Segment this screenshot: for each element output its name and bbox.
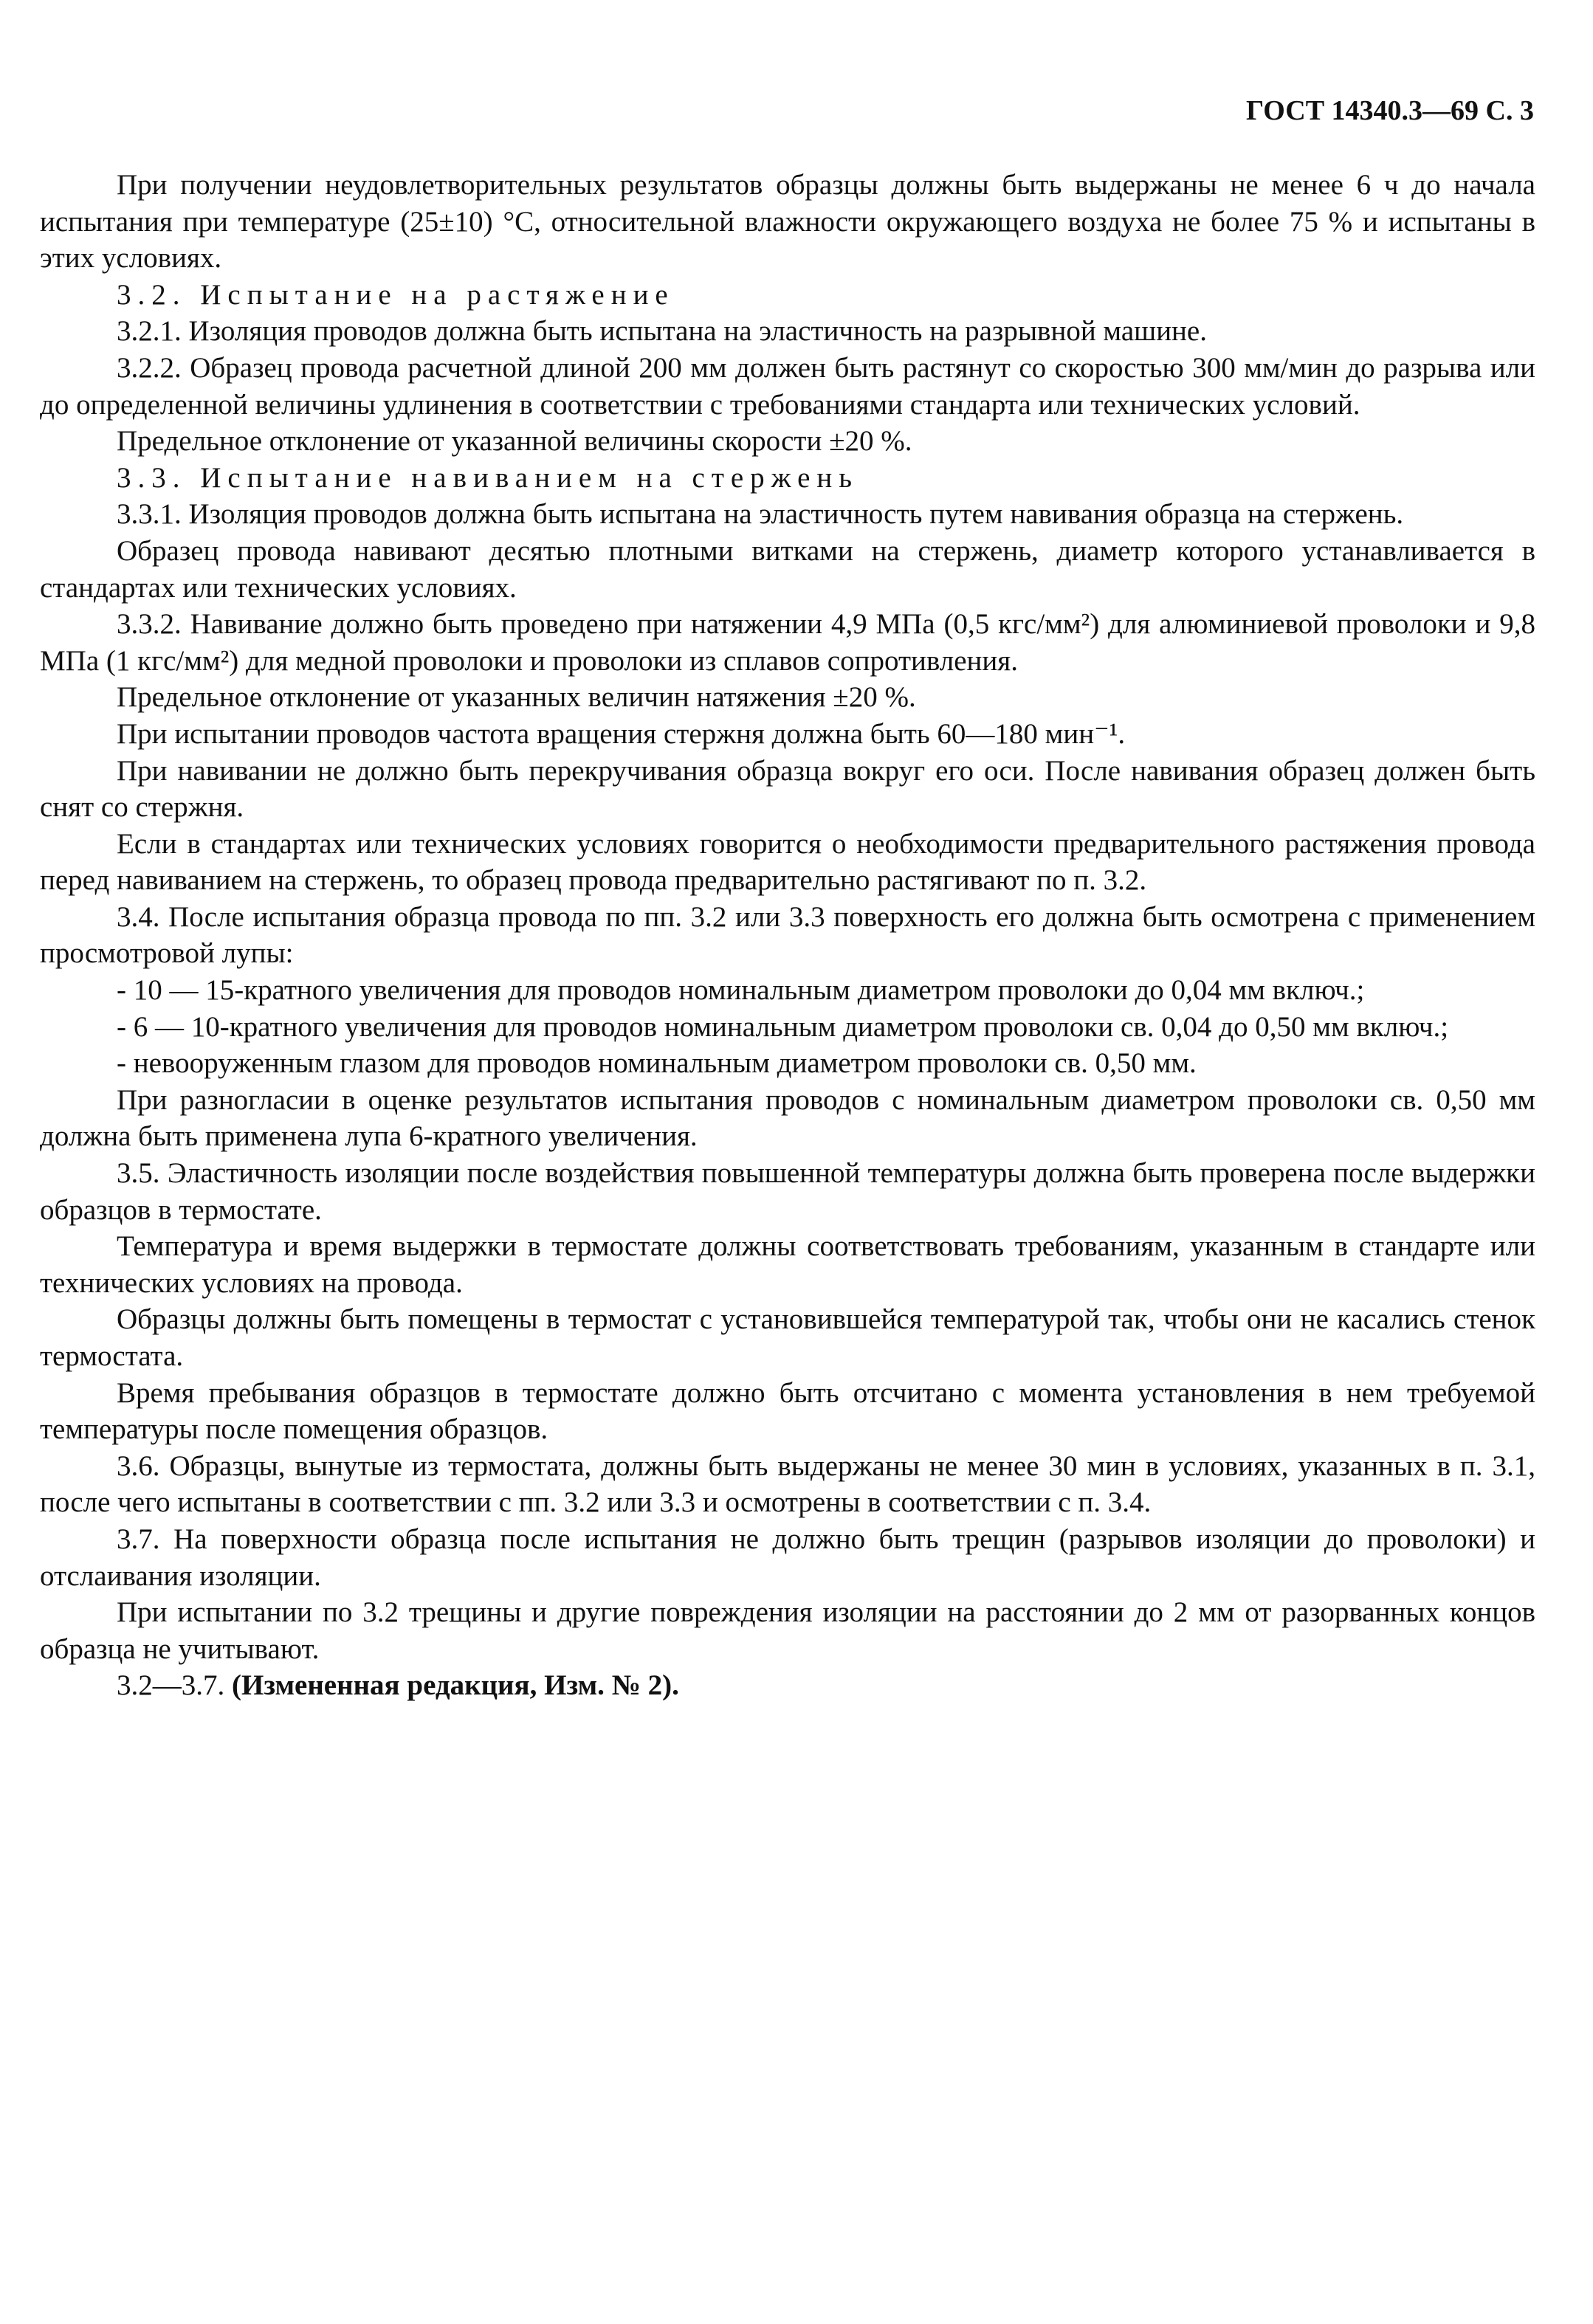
amendment-note [40, 1667, 1535, 1704]
page-header: ГОСТ 14340.3—69 С. 3 [1246, 95, 1534, 126]
paragraph-3-4: 3.4. После испытания образца провода по пп. 3.2 или 3.3 поверхность его должна быть осмотрена с применением просмотровой лупы: [40, 900, 1535, 970]
paragraph-winding: Образец провода навивают десятью плотными витками на стержень, диаметр которого устанавливается в стандартах или технических условиях. [40, 534, 1535, 604]
paragraph-rotation-frequency: При испытании проводов частота вращения стержня должна быть 60—180 мин⁻¹. [117, 717, 1126, 750]
section-3-2-title: 3.2. Испытание на растяжение [117, 278, 675, 311]
paragraph-thermostat-requirements: Температура и время выдержки в термостате должны соответствовать требованиям, указанным в стандарте или технических условиях на провода. [40, 1230, 1535, 1299]
paragraph-disagreement: При разногласии в оценке результатов испытания проводов с номинальным диаметром проволоки св. 0,50 мм должна быть применена лупа 6-кратного увеличения. [40, 1083, 1535, 1153]
section-3-3-title: 3.3. Испытание навиванием на стержень [117, 461, 859, 494]
paragraph-speed-tolerance: Предельное отклонение от указанной величины скорости ±20 %. [117, 425, 912, 458]
paragraph-3-5: 3.5. Эластичность изоляции после воздействия повышенной температуры должна быть проверена после выдержки образцов в термостате. [40, 1157, 1535, 1226]
paragraph-3-2-2: 3.2.2. Образец провода расчетной длиной 200 мм должен быть растянут со скоростью 300 мм/мин до разрыва или до определенной величины удлинения в соответствии с требованиями стандарта или технических условий. [40, 351, 1535, 421]
paragraph-3-6: 3.6. Образцы, вынутые из термостата, должны быть выдержаны не менее 30 мин в условиях, указанных в п. 3.1, после чего испытаны в соответствии с пп. 3.2 или 3.3 и осмотрены в соответствии с п. 3.4. [40, 1449, 1535, 1519]
list-item-magnification-1: - 10 — 15-кратного увеличения для проводов номинальным диаметром проволоки до 0,04 мм включ.; [117, 974, 1365, 1007]
paragraph-thermostat-placement: Образцы должны быть помещены в термостат с установившейся температурой так, чтобы они не касались стенок термостата. [40, 1303, 1535, 1372]
paragraph-3-2-1: 3.2.1. Изоляция проводов должна быть испытана на эластичность на разрывной машине. [117, 315, 1207, 348]
document-body [40, 167, 1535, 1704]
amendment-text: (Измененная редакция, Изм. № 2). [232, 1669, 679, 1702]
paragraph-3-3-2: 3.3.2. Навивание должно быть проведено при натяжении 4,9 МПа (0,5 кгс/мм²) для алюминиевой проволоки и 9,8 МПа (1 кгс/мм²) для медной проволоки и проволоки из сплавов сопротивления. [40, 608, 1535, 677]
paragraph-thermostat-time: Время пребывания образцов в термостате должно быть отсчитано с момента установления в нем требуемой температуры после помещения образцов. [40, 1376, 1535, 1446]
paragraph-pre-stretch: Если в стандартах или технических условиях говорится о необходимости предварительного растяжения провода перед навиванием на стержень, то образец провода предварительно растягивают по п. 3.2. [40, 827, 1535, 897]
paragraph-3-3-1: 3.3.1. Изоляция проводов должна быть испытана на эластичность путем навивания образца на стержень. [117, 498, 1404, 531]
amendment-number: 3.2—3.7. [117, 1669, 225, 1702]
paragraph-3-7: 3.7. На поверхности образца после испытания не должно быть трещин (разрывов изоляции до проволоки) и отслаивания изоляции. [40, 1523, 1535, 1592]
paragraph-no-twisting: При навивании не должно быть перекручивания образца вокруг его оси. После навивания образец должен быть снят со стержня. [40, 754, 1535, 824]
paragraph-tension-tolerance: Предельное отклонение от указанных величин натяжения ±20 %. [117, 681, 916, 714]
list-item-magnification-2: - 6 — 10-кратного увеличения для проводов номинальным диаметром проволоки св. 0,04 до 0,50 мм включ.; [117, 1010, 1449, 1043]
paragraph-cracks: При испытании по 3.2 трещины и другие повреждения изоляции на расстоянии до 2 мм от разорванных концов образца не учитывают. [40, 1596, 1535, 1665]
list-item-naked-eye: - невооруженным глазом для проводов номинальным диаметром проволоки св. 0,50 мм. [117, 1047, 1197, 1080]
paragraph-intro: При получении неудовлетворительных результатов образцы должны быть выдержаны не менее 6 ч до начала испытания при температуре (25±10) °С, относительной влажности окружающего воздуха не более 75 % и испытаны в этих условиях. [40, 169, 1535, 275]
